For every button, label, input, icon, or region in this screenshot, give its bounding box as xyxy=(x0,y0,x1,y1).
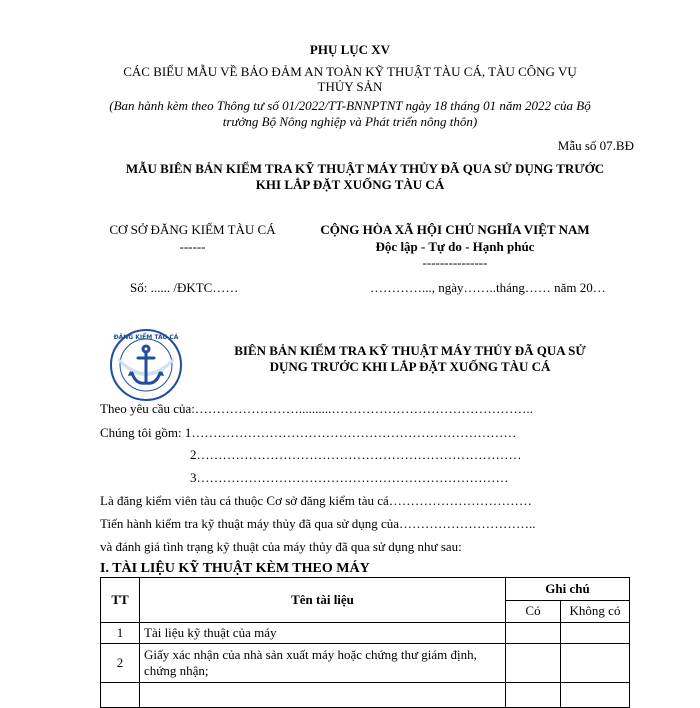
nation-name: CỘNG HÒA XÃ HỘI CHỦ NGHĨA VIỆT NAM xyxy=(320,222,590,237)
nation-motto: Độc lập - Tự do - Hạnh phúc xyxy=(375,239,535,254)
doc-date: …………..., ngày……..tháng…… năm 20… xyxy=(370,280,606,295)
documents-table xyxy=(100,577,630,708)
row-name xyxy=(140,683,506,708)
col-name-header: Tên tài liệu xyxy=(140,578,506,623)
col-tt-header: TT xyxy=(101,578,140,623)
col-yes-header: Có xyxy=(506,600,561,623)
row-no-cell xyxy=(561,623,630,644)
report-title-line-1: BIÊN BẢN KIỂM TRA KỸ THUẬT MÁY THỦY ĐÃ QUA SỬ xyxy=(234,343,586,358)
form-title-line-2: KHI LẮP ĐẶT XUỐNG TÀU CÁ xyxy=(255,177,445,192)
org-dash: ------ xyxy=(179,239,206,254)
form-title-line-1: MẪU BIÊN BẢN KIỂM TRA KỸ THUẬT MÁY THỦY ĐÃ QUA SỬ DỤNG TRƯỚC xyxy=(125,161,605,176)
table-row xyxy=(101,623,630,644)
assess-line: và đánh giá tình trạng kỹ thuật của máy thủy đã qua sử dụng như sau: xyxy=(100,539,462,554)
subtitle-line-2: trưởng Bộ Nông nghiệp và Phát triển nông thôn) xyxy=(222,114,478,129)
members-line-1: Chúng tôi gồm: 1………………………………………………………………… xyxy=(100,425,517,440)
inspect-line: Tiến hành kiểm tra kỹ thuật máy thủy đã qua sử dụng của………………………….. xyxy=(100,516,536,531)
row-tt: 1 xyxy=(101,623,140,644)
form-number: Mẫu số 07.BĐ xyxy=(557,138,634,153)
section-1-title: I. TÀI LIỆU KỸ THUẬT KÈM THEO MÁY xyxy=(100,561,370,576)
row-name: Giấy xác nhận của nhà sản xuất máy hoặc chứng thư giám định, chứng nhận; xyxy=(140,644,506,683)
row-yes-cell xyxy=(506,623,561,644)
col-note-header: Ghi chú xyxy=(506,578,630,601)
subtitle-line-1: (Ban hành kèm theo Thông tư số 01/2022/TT-BNNPTNT ngày 18 tháng 01 năm 2022 của Bộ xyxy=(109,98,591,113)
title-line-1: CÁC BIỂU MẪU VỀ BẢO ĐẢM AN TOÀN KỸ THUẬT TÀU CÁ, TÀU CÔNG VỤ xyxy=(123,64,577,79)
row-yes-cell xyxy=(506,683,561,708)
row-no-cell xyxy=(561,644,630,683)
inspector-line: Là đăng kiểm viên tàu cá thuộc Cơ sở đăng kiểm tàu cá…………………………… xyxy=(100,493,532,508)
row-yes-cell xyxy=(506,644,561,683)
doc-number: Số: ...... /ĐKTC…… xyxy=(130,280,239,295)
row-tt: 2 xyxy=(101,644,140,683)
table-row xyxy=(101,683,630,708)
report-title-line-2: DỤNG TRƯỚC KHI LẮP ĐẶT XUỐNG TÀU CÁ xyxy=(269,359,551,374)
row-name: Tài liệu kỹ thuật của máy xyxy=(140,623,506,644)
col-no-header: Không có xyxy=(561,600,630,623)
row-no-cell xyxy=(561,683,630,708)
logo-text: ĐĂNG KIỂM TÀU CÁ xyxy=(113,334,179,341)
table-row xyxy=(101,644,630,683)
org-name: CƠ SỞ ĐĂNG KIỂM TÀU CÁ xyxy=(109,222,276,237)
anchor-logo-icon xyxy=(108,327,184,403)
title-line-2: THỦY SẢN xyxy=(317,79,383,94)
row-tt xyxy=(101,683,140,708)
members-line-3: 3……………………………………………………………… xyxy=(190,470,509,485)
motto-dash: --------------- xyxy=(422,255,488,270)
request-line: Theo yêu cầu của:……………………..........……………………………………….. xyxy=(100,401,533,416)
registry-logo xyxy=(108,327,184,403)
members-line-2: 2………………………………………………………………… xyxy=(190,447,522,462)
appendix-title: PHỤ LỤC XV xyxy=(309,42,391,57)
